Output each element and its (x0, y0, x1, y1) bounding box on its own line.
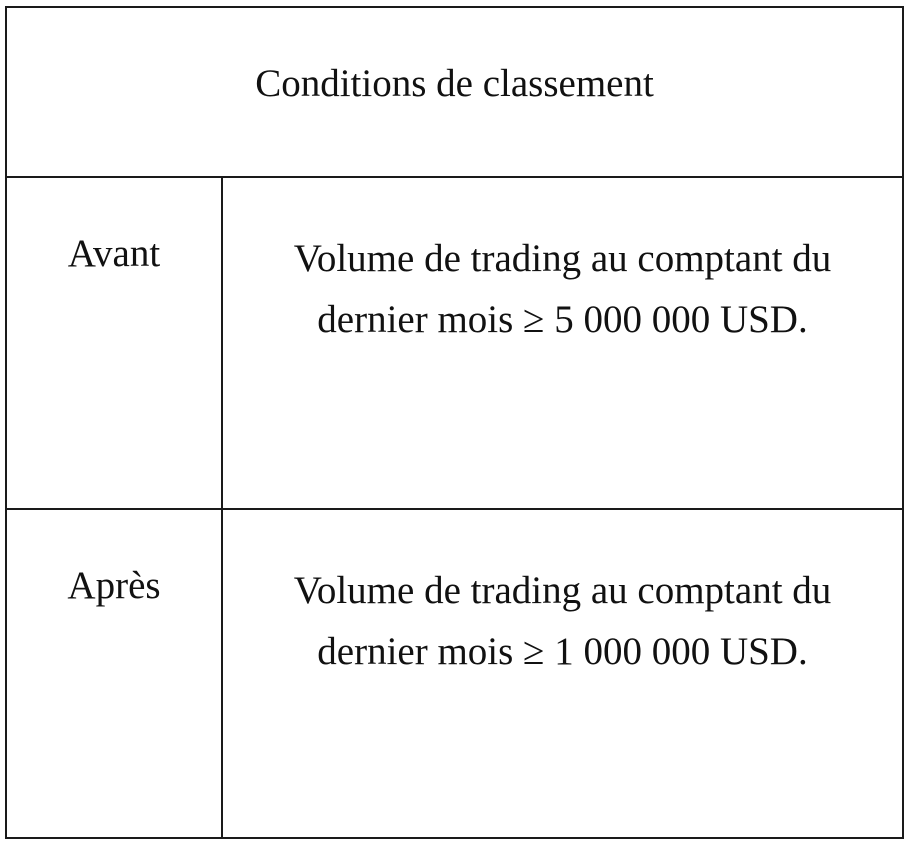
condition-line-1: Volume de trading au comptant du (293, 569, 832, 612)
condition-line-2: dernier mois ≥ 1 000 000 USD. (317, 630, 808, 673)
condition-cell (223, 178, 902, 508)
condition-line-1: Volume de trading au comptant du (293, 237, 832, 280)
table-header (7, 8, 902, 178)
condition-line-2: dernier mois ≥ 5 000 000 USD. (317, 298, 808, 341)
row-label-before: Avant (67, 232, 161, 275)
row-label-cell (7, 510, 221, 837)
table-row-after (7, 510, 902, 837)
condition-text-after (229, 560, 896, 682)
table-row-before (7, 178, 902, 510)
condition-text-before (229, 228, 896, 350)
row-label-cell (7, 178, 221, 508)
table-header-title: Conditions de classement (255, 62, 654, 105)
condition-cell (223, 510, 902, 837)
listing-conditions-table (5, 6, 904, 839)
row-label-after: Après (67, 564, 161, 607)
